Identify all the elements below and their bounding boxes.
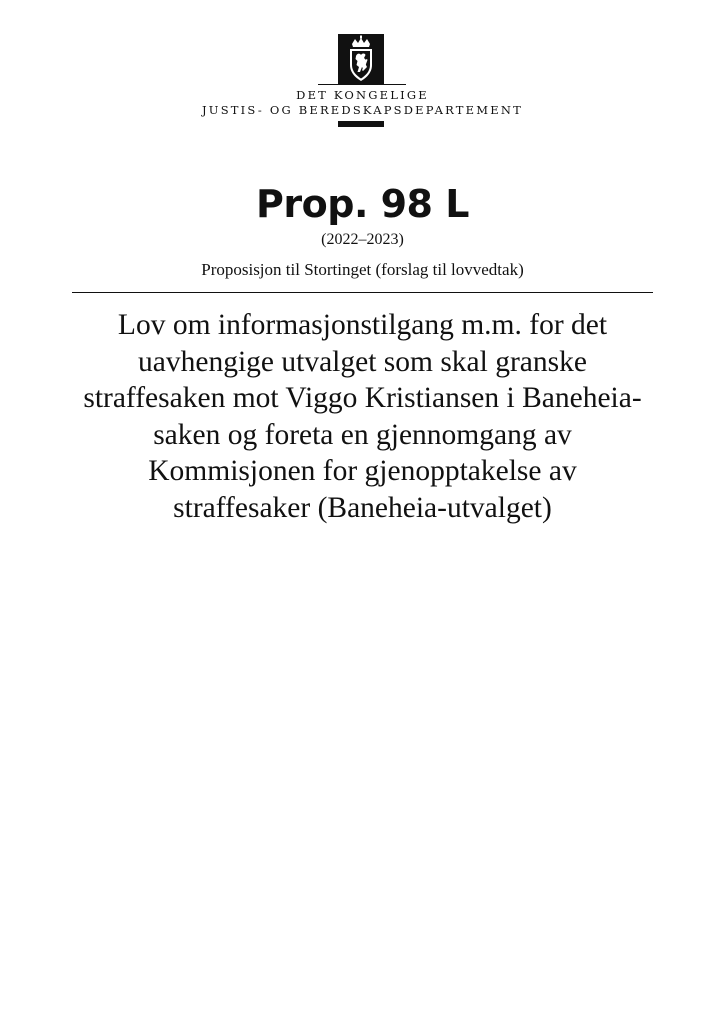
title-line: uavhengige utvalget som skal granske <box>138 345 587 378</box>
document-title <box>62 307 663 526</box>
title-line: Kommisjonen for gjenopptakelse av <box>148 455 577 487</box>
title-line: saken og foreta en gjennomgang av <box>153 418 572 451</box>
session-years: (2022–2023) <box>321 231 404 248</box>
title-line: straffesaker (Baneheia-utvalget) <box>173 491 552 524</box>
logo-bottom-bar <box>338 121 384 127</box>
horizontal-rule <box>72 292 653 293</box>
proposition-number: Prop. 98 L <box>256 182 469 226</box>
title-line: Lov om informasjonstilgang m.m. for det <box>117 309 608 341</box>
title-line: straffesaken mot Viggo Kristiansen i Baneheia- <box>83 382 642 414</box>
department-name-line1: DET KONGELIGE <box>296 88 429 102</box>
department-name-line2: JUSTIS- OG BEREDSKAPSDEPARTEMENT <box>202 103 523 117</box>
logo-divider <box>318 84 406 85</box>
coat-of-arms-icon <box>338 34 384 84</box>
proposition-subtitle: Proposisjon til Stortinget (forslag til lovvedtak) <box>201 260 524 279</box>
